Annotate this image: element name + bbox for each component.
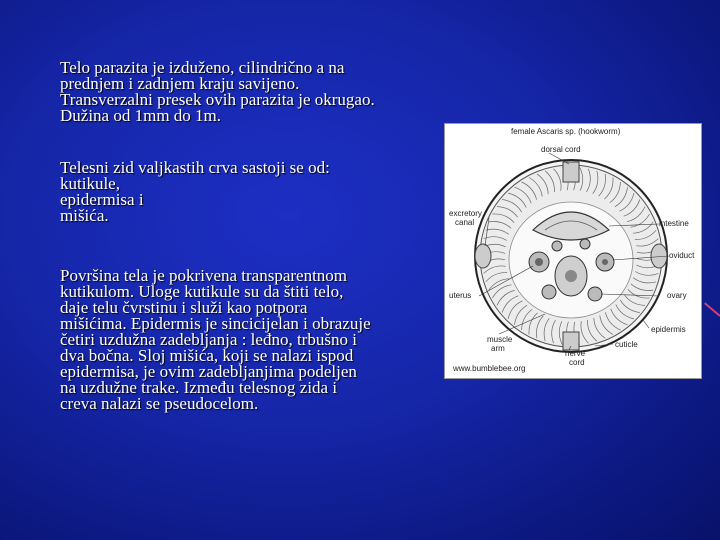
label-muscle-arm: arm bbox=[491, 344, 505, 353]
paragraph-body-shape bbox=[60, 60, 440, 124]
ovary-left bbox=[542, 285, 556, 299]
label-excretory: excretory bbox=[449, 209, 482, 218]
decorative-line bbox=[704, 302, 720, 316]
text-line: prednjem i zadnjem kraju savijeno. bbox=[60, 74, 300, 93]
label-nerve-cord: cord bbox=[569, 358, 585, 367]
text-line: dva bočna. Sloj mišića, koji se nalazi ispod bbox=[60, 346, 354, 365]
dorsal-cord-shape bbox=[563, 162, 579, 182]
ovary-right bbox=[588, 287, 602, 301]
label-excretory-canal: canal bbox=[455, 218, 475, 227]
text-line: Telesni zid valjkastih crva sastoji se od: bbox=[60, 158, 330, 177]
text-line: mišića. bbox=[60, 206, 109, 225]
text-line: Površina tela je pokrivena transparentnom bbox=[60, 266, 348, 285]
label-epidermis: epidermis bbox=[651, 325, 686, 334]
text-line: creva nalazi se pseudocelom. bbox=[60, 394, 259, 413]
text-line: Dužina od 1mm do 1m. bbox=[60, 106, 222, 125]
ascaris-cross-section-figure bbox=[444, 123, 702, 379]
text-line: kutikule, bbox=[60, 174, 120, 193]
cross-section-drawing bbox=[445, 124, 701, 378]
label-ovary: ovary bbox=[667, 291, 687, 300]
nerve-cord-shape bbox=[563, 332, 579, 350]
label-uterus: uterus bbox=[449, 291, 472, 300]
label-dorsal-cord: dorsal cord bbox=[541, 145, 581, 154]
figure-title: female Ascaris sp. (hookworm) bbox=[511, 127, 621, 136]
label-intestine: intestine bbox=[659, 219, 689, 228]
text-line: epidermisa, je ovim zadebljanjima podeljen bbox=[60, 362, 357, 381]
label-muscle: muscle bbox=[487, 335, 513, 344]
text-line: Transverzalni presek ovih parazita je okrugao. bbox=[60, 90, 375, 109]
text-line: daje telu čvrstinu i služi kao potpora bbox=[60, 298, 308, 317]
paragraph-cuticle bbox=[60, 268, 440, 412]
figure-credit: www.bumblebee.org bbox=[453, 364, 526, 373]
text-line: kutikulom. Uloge kutikule su da štiti telo, bbox=[60, 282, 344, 301]
text-line: Telo parazita je izduženo, cilindrično a na bbox=[60, 58, 345, 77]
lateral-cord-right bbox=[651, 244, 667, 268]
lateral-cord-left bbox=[475, 244, 491, 268]
text-line: četiri uzdužna zadebljanja : leđno, trbušno i bbox=[60, 330, 357, 349]
label-oviduct: oviduct bbox=[669, 251, 695, 260]
text-line: epidermisa i bbox=[60, 190, 144, 209]
paragraph-body-wall bbox=[60, 160, 440, 224]
text-line: na uzdužne trake. Između telesnog zida i bbox=[60, 378, 338, 397]
text-line: mišićima. Epidermis je sincicijelan i obrazuje bbox=[60, 314, 371, 333]
label-nerve: nerve bbox=[565, 349, 586, 358]
label-cuticle: cuticle bbox=[615, 340, 638, 349]
